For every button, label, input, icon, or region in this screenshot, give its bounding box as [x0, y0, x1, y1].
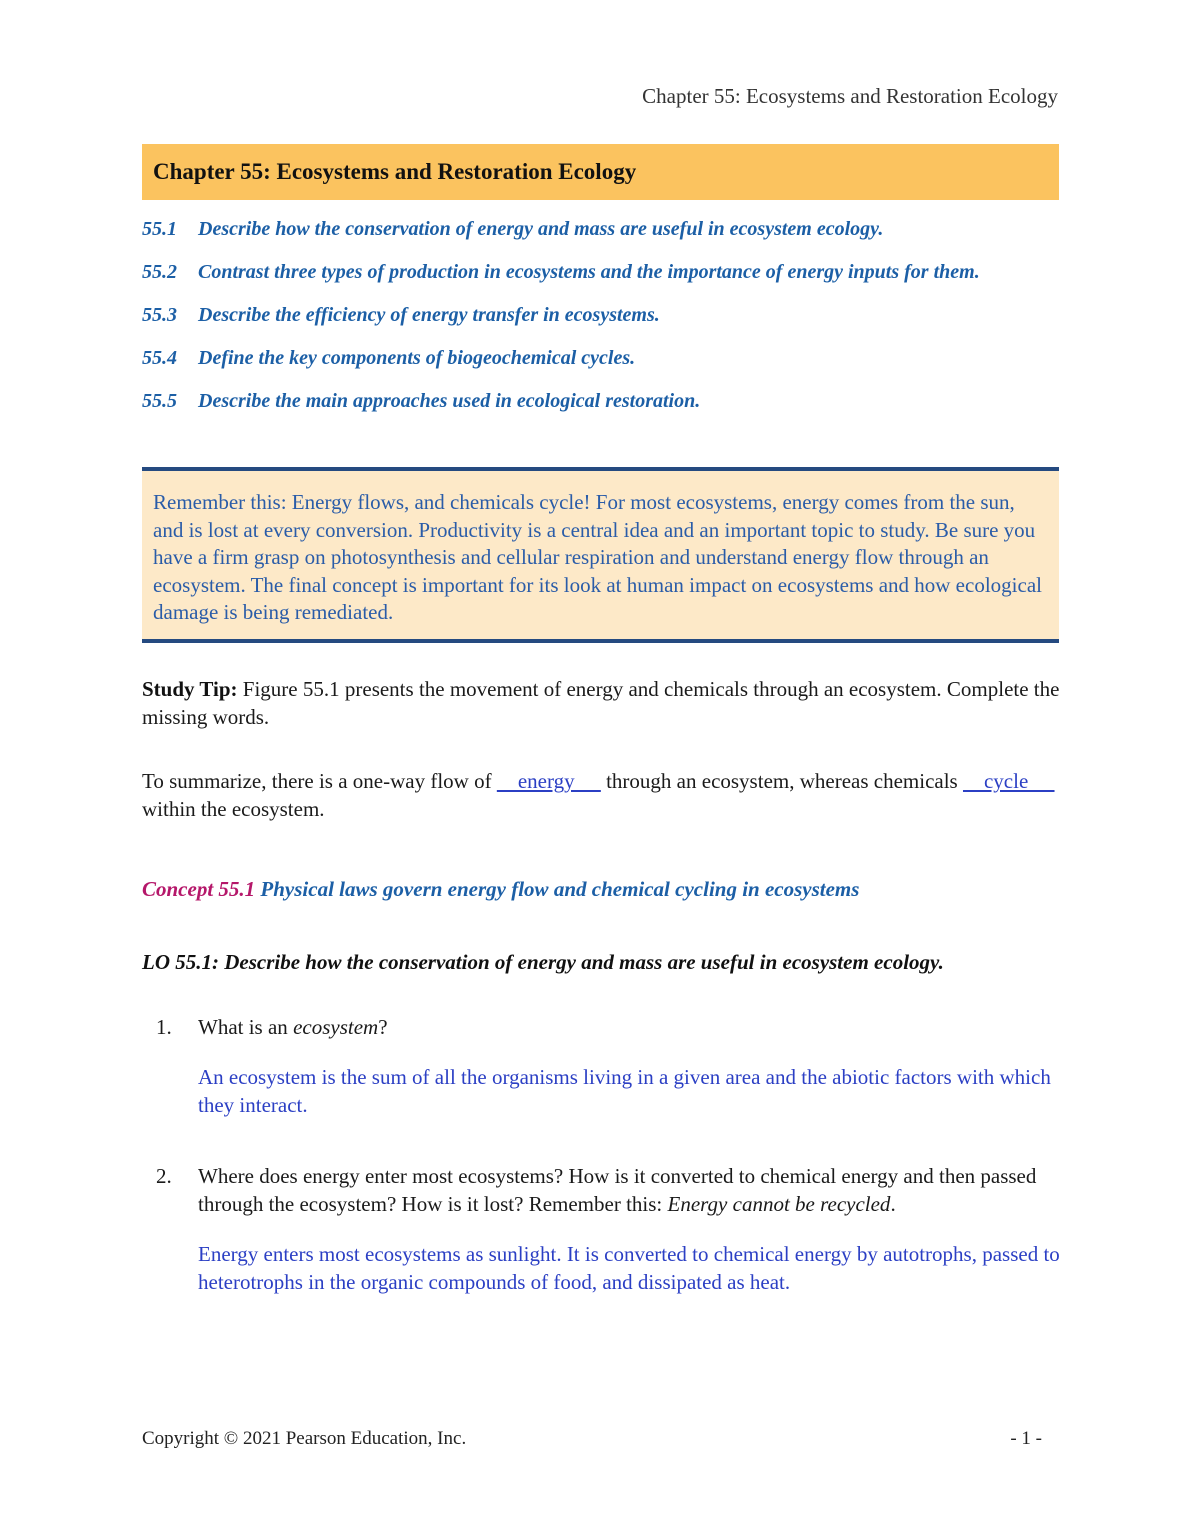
learning-objectives — [142, 216, 1062, 431]
objective-number: 55.2 — [142, 261, 177, 283]
objective-item — [142, 345, 1062, 372]
footer-page-number: - 1 - — [1010, 1428, 1042, 1449]
objective-number: 55.5 — [142, 390, 177, 412]
learning-objective-heading: LO 55.1: Describe how the conservation of energy and mass are useful in ecosystem ecology. — [142, 950, 944, 974]
objective-number: 55.3 — [142, 304, 177, 326]
running-header: Chapter 55: Ecosystems and Restoration Ecology — [642, 84, 1058, 108]
objective-text: Describe how the conservation of energy and mass are useful in ecosystem ecology. — [198, 218, 884, 240]
concept-number: Concept 55.1 — [142, 877, 256, 901]
question-item — [142, 1013, 1062, 1119]
summary-sentence — [142, 767, 1062, 823]
question-part: Where does energy enter most ecosystems? How is it converted to chemical energy and then passed through the ecosystem? How is it lost? Remember this: — [198, 1164, 1037, 1216]
study-tip-text: Figure 55.1 presents the movement of energy and chemicals through an ecosystem. Complete the missing words. — [142, 677, 1060, 729]
footer-copyright: Copyright © 2021 Pearson Education, Inc. — [142, 1428, 467, 1449]
fill-blank-energy: energy — [496, 769, 601, 793]
question-text — [198, 1162, 1062, 1218]
question-text — [198, 1013, 1062, 1041]
objective-number: 55.4 — [142, 347, 177, 369]
objective-item — [142, 388, 1062, 415]
objective-item — [142, 302, 1062, 329]
question-part: What is an — [198, 1015, 294, 1039]
study-tip-label: Study Tip: — [142, 677, 238, 701]
objective-number: 55.1 — [142, 218, 177, 240]
concept-heading — [142, 877, 859, 902]
summary-text: within the ecosystem. — [142, 797, 325, 821]
concept-text: Physical laws govern energy flow and chemical cycling in ecosystems — [255, 877, 860, 901]
objective-item — [142, 216, 1062, 243]
summary-text: To summarize, there is a one-way flow of — [142, 769, 497, 793]
study-tip — [142, 675, 1062, 731]
fill-blank-cycle: cycle — [962, 769, 1055, 793]
summary-text: through an ecosystem, whereas chemicals — [600, 769, 963, 793]
objective-text: Describe the main approaches used in ecological restoration. — [198, 390, 701, 412]
answer-text: Energy enters most ecosystems as sunlight. It is converted to chemical energy by autotrophs, passed to heterotrophs in the organic compounds of food, and dissipated as heat. — [198, 1242, 1060, 1294]
chapter-title-bar — [142, 144, 1059, 200]
objective-text: Describe the efficiency of energy transfer in ecosystems. — [198, 304, 660, 326]
objective-text: Define the key components of biogeochemical cycles. — [198, 347, 636, 369]
question-part: . — [890, 1192, 896, 1216]
question-item — [142, 1162, 1062, 1296]
question-part: ? — [378, 1015, 388, 1039]
objective-item — [142, 259, 1062, 286]
question-number: 1. — [156, 1015, 172, 1039]
question-number: 2. — [156, 1164, 172, 1188]
remember-note-box: Remember this: Energy flows, and chemicals cycle! For most ecosystems, energy comes from the sun, and is lost at every conversion. Productivity is a central idea and an important topic to study. Be sure you have a firm grasp on photosynthesis and cellular respiration and understand energy flow through an ecosystem. The final concept is important for its look at human impact on ecosystems and how ecological damage is being remediated. — [142, 467, 1059, 643]
objective-text: Contrast three types of production in ecosystems and the importance of energy inputs for them. — [198, 261, 980, 283]
chapter-title: Chapter 55: Ecosystems and Restoration Ecology — [153, 159, 637, 184]
question-emphasis: ecosystem — [293, 1015, 379, 1039]
question-emphasis: Energy cannot be recycled — [667, 1192, 891, 1216]
answer-text: An ecosystem is the sum of all the organisms living in a given area and the abiotic factors with which they interact. — [198, 1065, 1051, 1117]
